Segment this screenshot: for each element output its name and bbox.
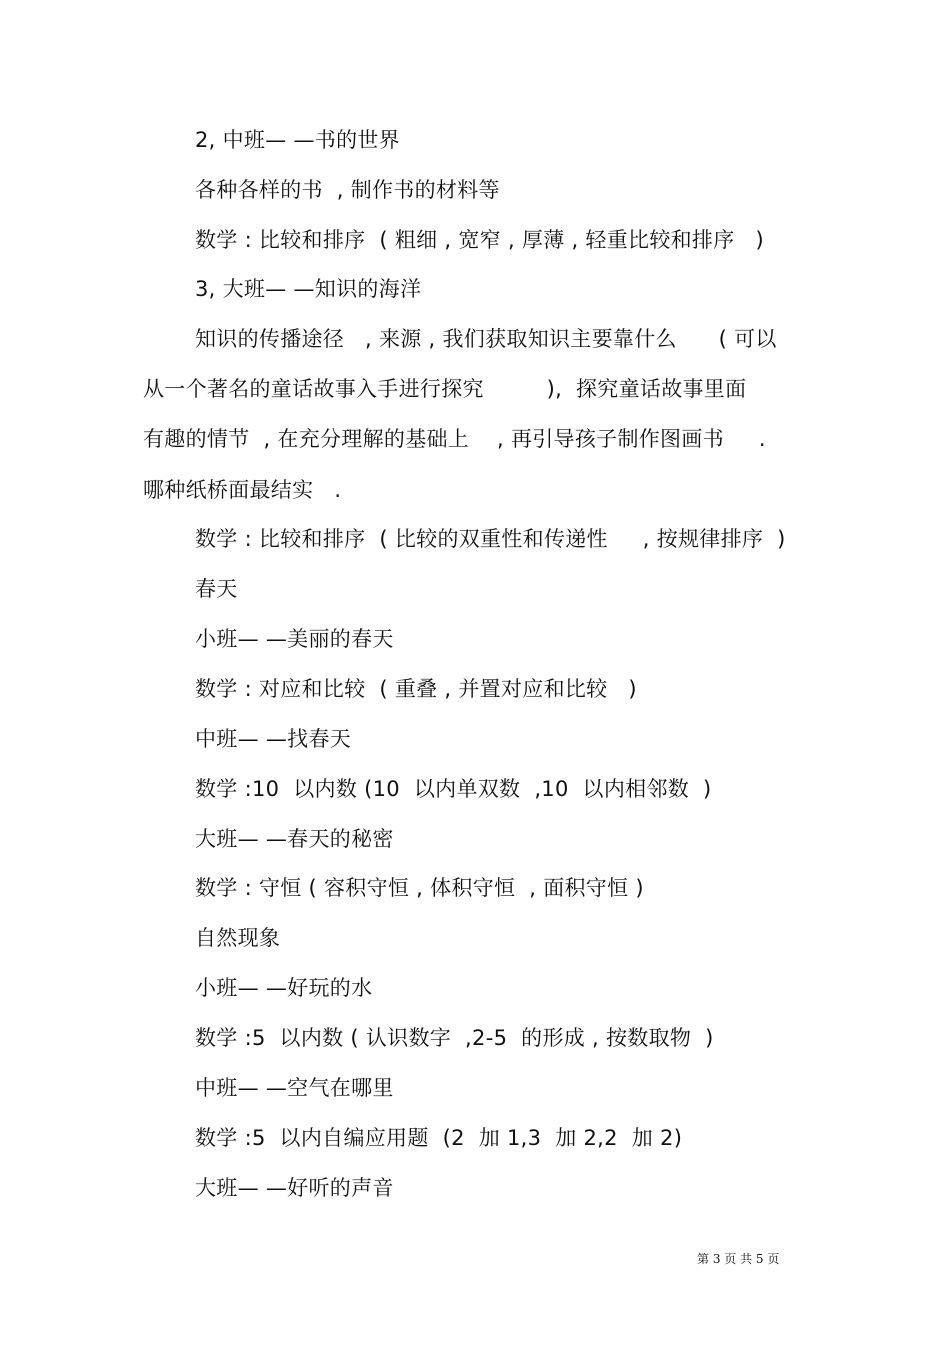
text-line: 大班— —春天的秘密 <box>195 827 394 851</box>
page-footer: 第 3 页 共 5 页 <box>697 1252 780 1266</box>
text-line: 知识的传播途径 , 来源 , 我们获取知识主要靠什么 ( 可以 <box>195 327 777 351</box>
section-heading: 自然现象 <box>195 926 281 950</box>
text-line: 数学 :10 以内数 (10 以内单双数 ,10 以内相邻数 ) <box>195 777 712 801</box>
text-line: 数学 :5 以内自编应用题 (2 加 1,3 加 2,2 加 2) <box>195 1126 683 1150</box>
text-line: 哪种纸桥面最结实 . <box>143 478 342 502</box>
text-line: 有趣的情节 , 在充分理解的基础上 , 再引导孩子制作图画书 . <box>143 427 766 451</box>
section-heading: 春天 <box>195 577 238 601</box>
text-line: 中班— —空气在哪里 <box>195 1076 394 1100</box>
text-line: 2, 中班— —书的世界 <box>195 128 400 152</box>
text-line: 3, 大班— —知识的海洋 <box>195 277 422 301</box>
text-line: 各种各样的书 , 制作书的材料等 <box>195 178 500 202</box>
text-line: 中班— —找春天 <box>195 727 352 751</box>
text-line: 数学 : 比较和排序 ( 比较的双重性和传递性 , 按规律排序 ) <box>195 527 786 551</box>
text-line: 数学 : 对应和比较 ( 重叠 , 并置对应和比较 ) <box>195 677 637 701</box>
text-line: 数学 : 守恒 ( 容积守恒 , 体积守恒 , 面积守恒 ) <box>195 876 644 900</box>
text-line: 数学 :5 以内数 ( 认识数字 ,2-5 的形成 , 按数取物 ) <box>195 1026 714 1050</box>
text-line: 数学 : 比较和排序 ( 粗细 , 宽窄 , 厚薄 , 轻重比较和排序 ) <box>195 228 764 252</box>
text-line: 从一个著名的童话故事入手进行探究 ), 探究童话故事里面 <box>143 377 747 401</box>
text-line: 大班— —好听的声音 <box>195 1176 394 1200</box>
text-line: 小班— —好玩的水 <box>195 976 373 1000</box>
text-line: 小班— —美丽的春天 <box>195 627 394 651</box>
